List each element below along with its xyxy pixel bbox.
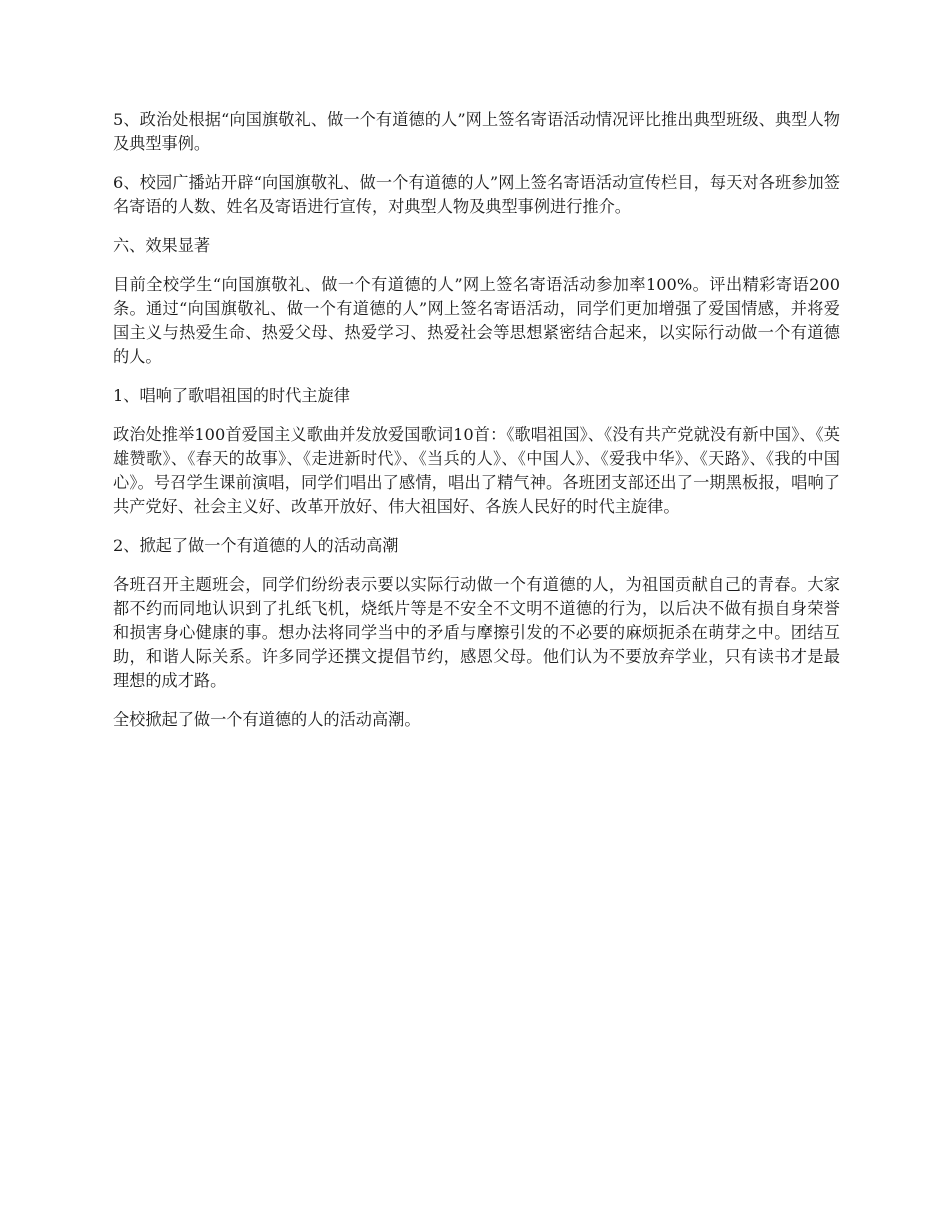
- subheading-theme-melody: 1、唱响了歌唱祖国的时代主旋律: [113, 386, 350, 405]
- subheading-activity-climax: 2、掀起了做一个有道德的人的活动高潮: [113, 536, 399, 555]
- section-heading-results: 六、效果显著: [113, 236, 211, 255]
- paragraph-results-summary: 目前全校学生“向国旗敬礼、做一个有道德的人”网上签名寄语活动参加率100%。评出精彩寄语200条。通过“向国旗敬礼、做一个有道德的人”网上签名寄语活动，同学们更加增强了爱国情感，并将爱国主义与热爱生命、热爱父母、热爱学习、热爱社会等思想紧密结合起来，以实际行动做一个有道德的人。: [113, 275, 840, 366]
- paragraph-patriotic-songs: 政治处推举100首爱国主义歌曲并发放爱国歌词10首：《歌唱祖国》、《没有共产党就没有新中国》、《英雄赞歌》、《春天的故事》、《走进新时代》、《当兵的人》、《中国人》、《爱我中华》、《天路》、《我的中国心》。号召学生课前演唱，同学们唱出了感情，唱出了精气神。各班团支部还出了一期黑板报，唱响了共产党好、社会主义好、改革开放好、伟大祖国好、各族人民好的时代主旋律。: [113, 425, 840, 516]
- paragraph-closing: 全校掀起了做一个有道德的人的活动高潮。: [113, 710, 421, 729]
- paragraph-class-meetings: 各班召开主题班会，同学们纷纷表示要以实际行动做一个有道德的人，为祖国贡献自己的青春。大家都不约而同地认识到了扎纸飞机，烧纸片等是不安全不文明不道德的行为，以后决不做有损自身荣誉和损害身心健康的事。想办法将同学当中的矛盾与摩擦引发的不必要的麻烦扼杀在萌芽之中。团结互助，和谐人际关系。许多同学还撰文提倡节约，感恩父母。他们认为不要放弃学业，只有读书才是最理想的成才路。: [113, 575, 840, 690]
- document-body: [113, 108, 840, 747]
- paragraph-item-6: 6、校园广播站开辟“向国旗敬礼、做一个有道德的人”网上签名寄语活动宣传栏目，每天对各班参加签名寄语的人数、姓名及寄语进行宣传，对典型人物及典型事例进行推介。: [113, 173, 840, 216]
- paragraph-item-5: 5、政治处根据“向国旗敬礼、做一个有道德的人”网上签名寄语活动情况评比推出典型班级、典型人物及典型事例。: [113, 110, 840, 153]
